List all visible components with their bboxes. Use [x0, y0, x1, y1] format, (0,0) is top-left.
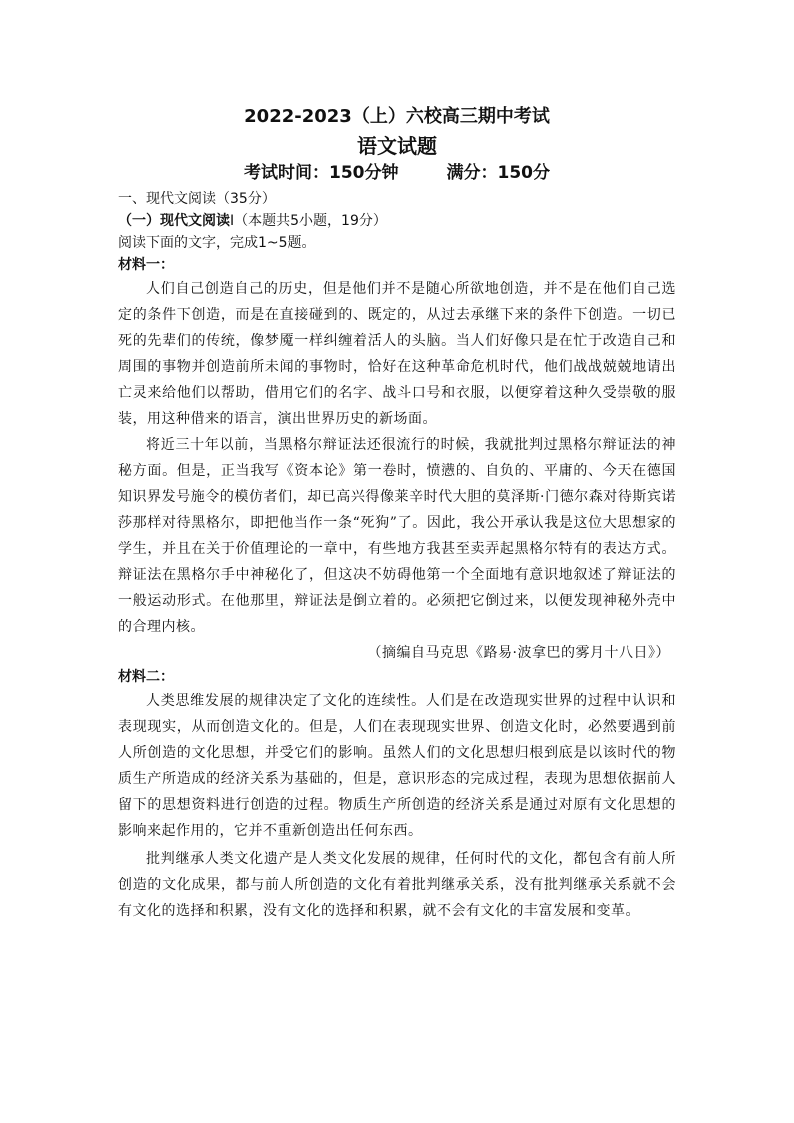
exam-subtitle: 语文试题	[357, 134, 437, 158]
sub-section-heading	[118, 210, 676, 232]
material-1-paragraph: 将近三十年以前，当黑格尔辩证法还很流行的时候，我就批判过黑格尔辩证法的神秘方面。但是，正当我写《资本论》第一卷时，愤懑的、自负的、平庸的、今天在德国知识界发号施令的模仿者们，却已高兴得像莱辛时代大胆的莫泽斯·门德尔森对待斯宾诺莎那样对待黑格尔，即把他当作一条“死狗”了。因此，我公开承认我是这位大思想家的学生，并且在关于价值理论的一章中，有些地方我甚至卖弄起黑格尔特有的表达方式。辩证法在黑格尔手中神秘化了，但这决不妨碍他第一个全面地有意识地叙述了辩证法的一般运动形式。在他那里，辩证法是倒立着的。必须把它倒过来，以便发现神秘外壳中的合理内核。	[118, 437, 676, 635]
sub-section-heading-rest: Ⅰ（本题共5小题，19分）	[230, 213, 387, 229]
material-2-paragraph: 批判继承人类文化遗产是人类文化发展的规律，任何时代的文化，都包含有前人所创造的文化成果，都与前人所创造的文化有着批判继承关系，没有批判继承关系就不会有文化的选择和积累，没有文化的选择和积累，就不会有文化的丰富发展和变革。	[118, 851, 676, 919]
material-1-label: 材料一：	[118, 257, 174, 273]
material-2-paragraph: 人类思维发展的规律决定了文化的连续性。人们是在改造现实世界的过程中认识和表现现实，从而创造文化的。但是，人们在表现现实世界、创造文化时，必然要遇到前人所创造的文化思想，并受它们的影响。虽然人们的文化思想归根到底是以该时代的物质生产所造成的经济关系为基础的，但是，意识形态的完成过程，表现为思想依据前人留下的思想资料进行创造的过程。物质生产所创造的经济关系是通过对原有文化思想的影响来起作用的，它并不重新创造出任何东西。	[118, 693, 676, 839]
exam-title: 2022-2023（上）六校高三期中考试	[244, 106, 550, 127]
exam-info	[118, 162, 676, 184]
exam-score: 满分：150分	[446, 163, 550, 183]
sub-section-heading-bold: （一）现代文阅读	[118, 213, 230, 229]
exam-time: 考试时间：150分钟	[244, 163, 399, 183]
section-heading: 一、现代文阅读（35分）	[118, 191, 276, 207]
material-2-label: 材料二：	[118, 669, 174, 685]
instruction: 阅读下面的文字，完成1~5题。	[118, 235, 316, 251]
material-1-source: （摘编自马克思《路易·波拿巴的雾月十八日》）	[367, 645, 670, 661]
material-1-paragraph: 人们自己创造自己的历史，但是他们并不是随心所欲地创造，并不是在他们自己选定的条件下创造，而是在直接碰到的、既定的，从过去承继下来的条件下创造。一切已死的先辈们的传统，像梦魇一样纠缠着活人的头脑。当人们好像只是在忙于改造自己和周围的事物并创造前所未闻的事物时，恰好在这种革命危机时代，他们战战兢兢地请出亡灵来给他们以帮助，借用它们的名字、战斗口号和衣服，以便穿着这种久受崇敬的服装，用这种借来的语言，演出世界历史的新场面。	[118, 281, 676, 427]
